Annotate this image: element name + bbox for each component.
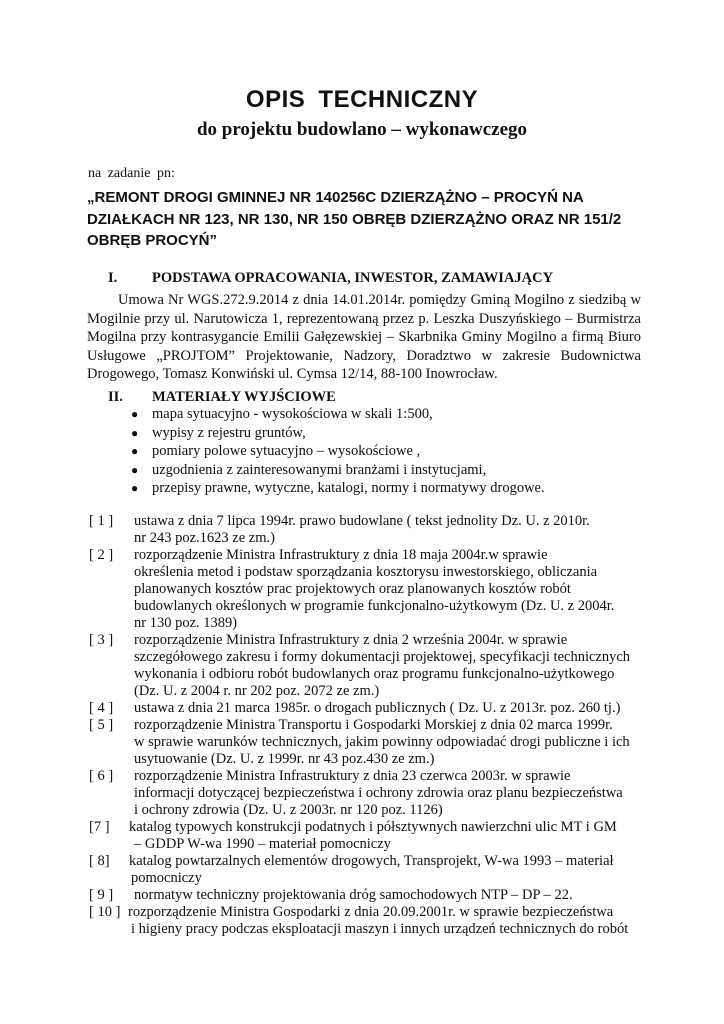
reference-line: budowlanych określonych w programie funkcjonalno-użytkowym (Dz. U. z 2004r. [134,598,615,614]
document-title: OPIS TECHNICZNY [245,86,479,113]
reference-line: informacji dotyczącej bezpieczeństwa i ochrony zdrowia oraz planu bezpieczeństwa [134,785,623,801]
reference-line: rozporządzenie Ministra Infrastruktury z dnia 18 maja 2004r.w sprawie [134,547,548,563]
reference-line: nr 243 poz.1623 ze zm.) [134,530,275,546]
reference-line: usytuowanie (Dz. U. z 1999r. nr 43 poz.430 ze zm.) [134,751,435,767]
list-item: ● pomiary polowe sytuacyjno – wysokościowe , [131,443,421,459]
reference-line: katalog typowych konstrukcji podatnych i półsztywnych nawierzchni ulic MT i GM [129,819,617,835]
reference-number: [ 3 ] [89,632,114,648]
reference-number: [ 1 ] [89,513,114,529]
document-subtitle: do projektu budowlano – wykonawczego [196,119,528,140]
reference-number: [ 4 ] [89,700,114,716]
materials-list [131,405,545,498]
reference-line: szczegółowego zakresu i formy dokumentacji projektowej, specyfikacji technicznych [134,649,631,665]
reference-line: rozporządzenie Ministra Gospodarki z dnia 20.09.2001r. w sprawie bezpieczeństwa [128,904,614,920]
reference-line: ustawa z dnia 21 marca 1985r. o drogach publicznych ( Dz. U. z 2013r. poz. 260 tj.) [134,700,621,716]
reference-number: [ 2 ] [89,547,114,563]
section-1-title: PODSTAWA OPRACOWANIA, INWESTOR, ZAMAWIAJĄCY [152,270,554,286]
bullet-icon: ● [131,462,139,477]
intro-text: na zadanie pn: [88,166,175,181]
reference-line: rozporządzenie Ministra Infrastruktury z dnia 2 września 2004r. w sprawie [134,632,568,648]
reference-number: [ 6 ] [89,768,114,784]
reference-line: normatyw techniczny projektowania dróg samochodowych NTP – DP – 22. [134,887,573,903]
reference-number: [ 10 ] [89,904,121,920]
list-item: ● przepisy prawne, wytyczne, katalogi, normy i normatywy drogowe. [131,480,545,496]
reference-line: rozporządzenie Ministra Transportu i Gospodarki Morskiej z dnia 02 marca 1999r. [134,717,613,733]
reference-line: – GDDP W-wa 1990 – materiał pomocniczy [134,836,391,852]
reference-line: planowanych kosztów prac projektowych oraz planowanych kosztów robót [134,581,571,597]
reference-number: [ 5 ] [89,717,114,733]
reference-line: wykonania i odbioru robót budowlanych oraz programu funkcjonalno-użytkowego [134,666,615,682]
section-1-number: I. [108,270,118,286]
reference-line: nr 130 poz. 1389) [134,615,238,631]
reference-line: rozporządzenie Ministra Infrastruktury z dnia 23 czerwca 2003r. w sprawie [134,768,571,784]
section-1-paragraph: Umowa Nr WGS.272.9.2014 z dnia 14.01.2014r. pomiędzy Gminą Mogilno z siedzibą w Mogilnie przy ul. Narutowicza 1, reprezentowaną przez p. Leszka Duszyńskiego – Burmistrza Mogilna przy kontrasygancie Emilii Gałęzewskiej – Skarbnika Gminy Mogilno a firmą Biuro Usługowe „PROJTOM” Projektowanie, Nadzory, Doradztwo w zakresie Budownictwa Drogowego, Tomasz Konwiński ul. Cymsa 12/14, 88-100 Inowrocław. [87,292,641,382]
list-item: ● uzgodnienia z zainteresowanymi branżami i instytucjami, [131,461,487,478]
list-item: ● mapa sytuacyjno - wysokościowa w skali 1:500, [131,406,433,422]
section-2-number: II. [108,389,123,405]
section-2-title: MATERIAŁY WYJŚCIOWE [152,389,336,405]
reference-line: w sprawie warunków technicznych, jakim powinny odpowiadać drogi publiczne i ich [134,734,630,750]
reference-line: pomocniczy [131,870,202,886]
bullet-icon: ● [131,444,139,458]
reference-line: (Dz. U. z 2004 r. nr 202 poz. 2072 ze zm.) [134,683,380,699]
reference-line: ustawa z dnia 7 lipca 1994r. prawo budowlane ( tekst jednolity Dz. U. z 2010r. [134,513,590,529]
reference-number: [7 ] [89,819,110,835]
bullet-icon: ● [131,407,139,421]
reference-line: i ochrony zdrowia (Dz. U. z 2003r. nr 120 poz. 1126) [134,802,443,818]
bullet-icon: ● [131,481,139,495]
reference-line: i higieny pracy podczas eksploatacji maszyn i innych urządzeń technicznych do robót [131,921,629,937]
list-item: ● wypisy z rejestru gruntów, [131,424,306,441]
project-title: „REMONT DROGI GMINNEJ NR 140256C DZIERZĄŻNO – PROCYŃ NA DZIAŁKACH NR 123, NR 130, NR 150 OBRĘB DZIERZĄŻNO ORAZ NR 151/2 OBRĘB PROCYŃ” [87,189,622,249]
bullet-icon: ● [131,425,139,440]
reference-line: katalog powtarzalnych elementów drogowych, Transprojekt, W-wa 1993 – materiał [129,853,614,869]
reference-line: określenia metod i podstaw sporządzania kosztorysu inwestorskiego, obliczania [134,564,598,580]
reference-number: [ 9 ] [89,887,114,903]
reference-number: [ 8] [89,853,110,869]
